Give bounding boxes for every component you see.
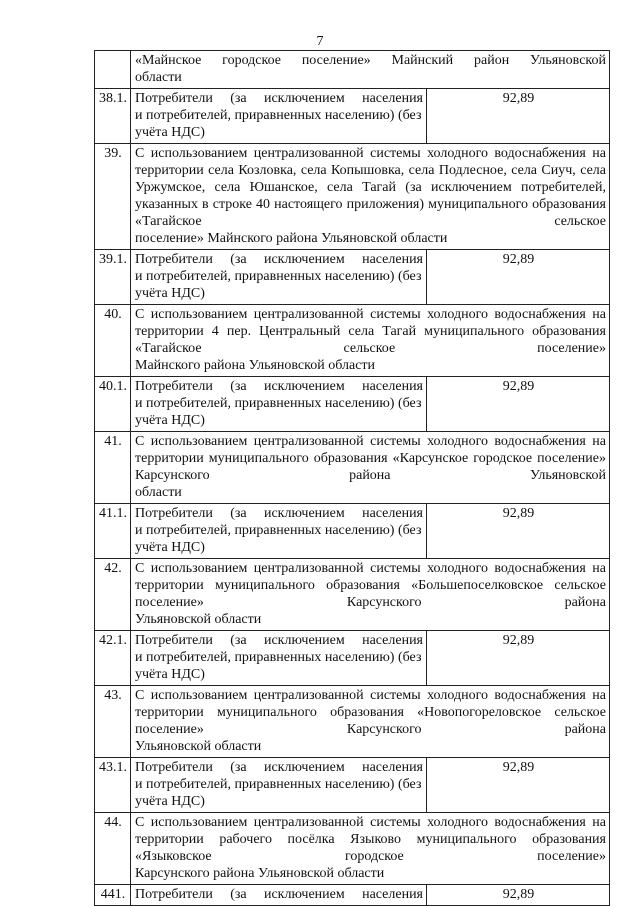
row-number: 42. [95, 559, 131, 631]
table-row [95, 432, 610, 504]
row-description [131, 51, 610, 89]
tariff-table [94, 50, 610, 906]
consumer-text-line1: Потребители (за исключением населения [135, 91, 423, 106]
row-number: 44. [95, 813, 131, 885]
consumer-text-line1: Потребители (за исключением населения [135, 379, 423, 394]
description-text-end: Ульяновской области [135, 739, 262, 754]
table-row [95, 885, 610, 906]
table-row [95, 144, 610, 250]
consumer-category [131, 89, 427, 144]
table-row [95, 89, 610, 144]
row-number: 39.1. [95, 250, 131, 305]
table-row [95, 686, 610, 758]
description-text-end: области [135, 70, 182, 85]
description-text: С использованием централизованной системы холодного водоснабжения на территории муниципального образования «Большепоселковское сельское поселение» Карсунского района [135, 561, 606, 610]
consumer-text-line1: Потребители (за исключением населения [135, 252, 423, 267]
tariff-value: 92,89 [427, 885, 610, 906]
table-row [95, 305, 610, 377]
row-description [131, 813, 610, 885]
row-number: 39. [95, 144, 131, 250]
table-row [95, 631, 610, 686]
row-number: 41. [95, 432, 131, 504]
tariff-value: 92,89 [427, 631, 610, 686]
consumer-category [131, 885, 427, 906]
description-text: С использованием централизованной системы холодного водоснабжения на территории муниципального образования «Карсунское городское поселение» Карсунского района Ульяновской [135, 434, 606, 483]
consumer-text-line1: Потребители (за исключением населения [135, 633, 423, 648]
row-description [131, 144, 610, 250]
consumer-text-rest: и потребителей, приравненных населению) (без учёта НДС) [135, 269, 422, 301]
consumer-text-rest: и потребителей, приравненных населению) (без учёта НДС) [135, 108, 422, 140]
table-row [95, 51, 610, 89]
consumer-category [131, 377, 427, 432]
row-number [95, 51, 131, 89]
row-number: 43. [95, 686, 131, 758]
description-text-end: области [135, 485, 182, 500]
tariff-value: 92,89 [427, 250, 610, 305]
description-text-end: Майнского района Ульяновской области [135, 358, 376, 373]
row-number: 41.1. [95, 504, 131, 559]
row-number: 441. [95, 885, 131, 906]
consumer-category [131, 758, 427, 813]
description-text-end: Ульяновской области [135, 612, 262, 627]
row-number: 38.1. [95, 89, 131, 144]
tariff-value: 92,89 [427, 377, 610, 432]
consumer-text-rest: и потребителей, приравненных населению) (без учёта НДС) [135, 396, 422, 428]
page-number: 7 [316, 34, 324, 49]
description-text: С использованием централизованной системы холодного водоснабжения на территории 4 пер. Центральный села Тагай муниципального образования «Тагайское сельское поселение» [135, 307, 606, 356]
tariff-value: 92,89 [427, 89, 610, 144]
consumer-text-rest: и потребителей, приравненных населению) (без учёта НДС) [135, 777, 422, 809]
consumer-category [131, 631, 427, 686]
table-row [95, 250, 610, 305]
description-text: С использованием централизованной системы холодного водоснабжения на территории муниципального образования «Новопогореловское сельское поселение» Карсунского района [135, 688, 606, 737]
row-number: 43.1. [95, 758, 131, 813]
row-description [131, 305, 610, 377]
row-description [131, 559, 610, 631]
row-description [131, 686, 610, 758]
row-description [131, 432, 610, 504]
table-row [95, 559, 610, 631]
table-row [95, 504, 610, 559]
consumer-text-rest: и потребителей, приравненных населению) (без учёта НДС) [135, 523, 422, 555]
consumer-category [131, 250, 427, 305]
row-number: 40.1. [95, 377, 131, 432]
description-text-end: поселение» Майнского района Ульяновской области [135, 231, 448, 246]
table-row [95, 758, 610, 813]
table-row [95, 377, 610, 432]
consumer-category [131, 504, 427, 559]
description-text: С использованием централизованной системы холодного водоснабжения на территории села Козловка, села Копышовка, села Подлесное, села Сиуч, села Уржумское, села Юшанское, села Тагай (за исключением потребителей, указанных в строке 40 настоящего приложения) муниципального образования «Тагайское сельское [135, 146, 606, 229]
tariff-value: 92,89 [427, 504, 610, 559]
consumer-text-line1: Потребители (за исключением населения [135, 887, 423, 902]
row-number: 42.1. [95, 631, 131, 686]
description-text-end: Карсунского района Ульяновской области [135, 866, 385, 881]
description-text: «Майнское городское поселение» Майнский район Ульяновской [135, 53, 606, 68]
consumer-text-rest: и потребителей, приравненных населению) (без учёта НДС) [135, 650, 422, 682]
tariff-value: 92,89 [427, 758, 610, 813]
description-text: С использованием централизованной системы холодного водоснабжения на территории рабочего посёлка Языково муниципального образования «Языковское городское поселение» [135, 815, 606, 864]
table-row [95, 813, 610, 885]
row-number: 40. [95, 305, 131, 377]
consumer-text-line1: Потребители (за исключением населения [135, 506, 423, 521]
consumer-text-line1: Потребители (за исключением населения [135, 760, 423, 775]
